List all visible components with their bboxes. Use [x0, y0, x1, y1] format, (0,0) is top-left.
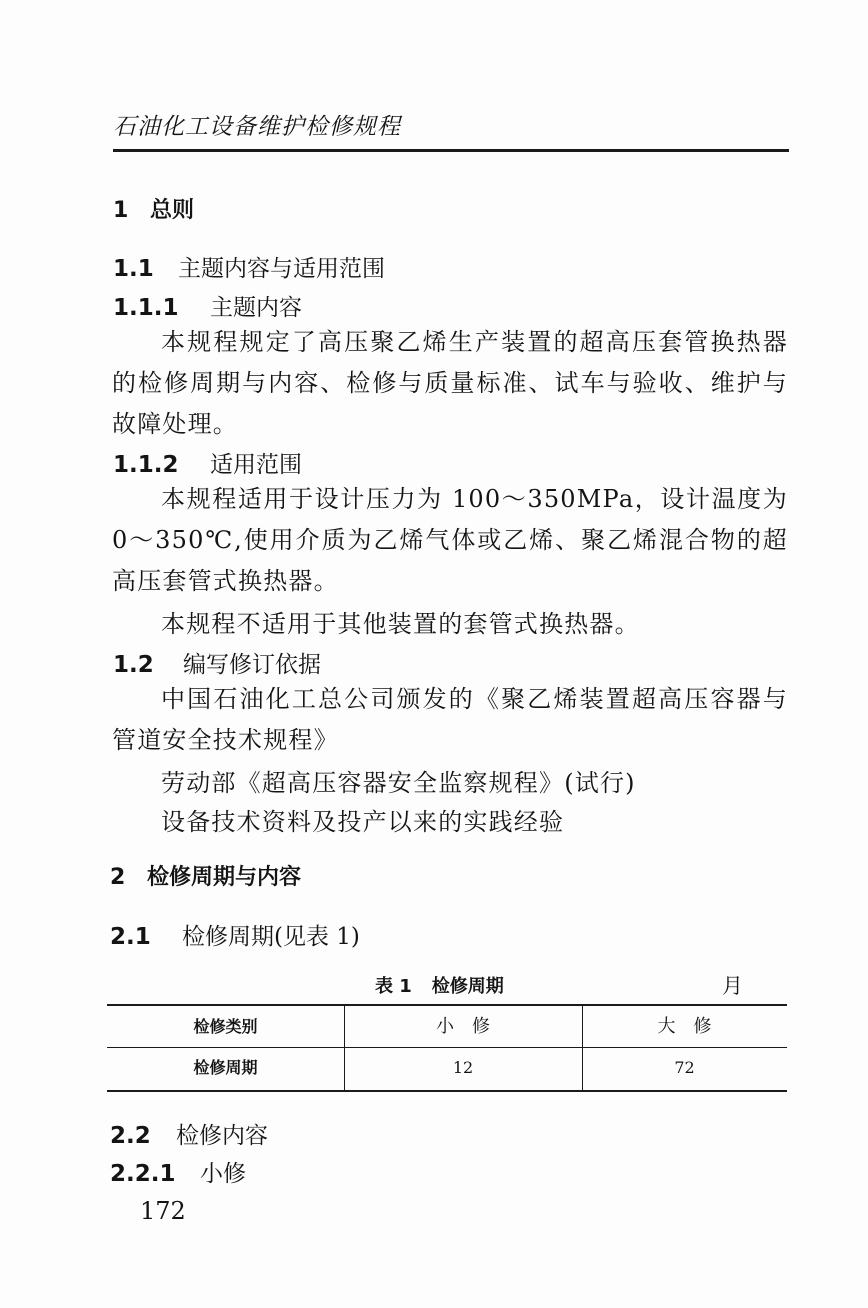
section-title: 主题内容 — [210, 295, 302, 321]
section-title: 检修内容 — [176, 1123, 268, 1149]
paragraph-exclusion: 本规程不适用于其他装置的套管式换热器。 — [161, 610, 640, 638]
reference-3: 设备技术资料及投产以来的实践经验 — [161, 808, 565, 836]
maintenance-cycle-table — [107, 1004, 787, 1092]
running-head: 石油化工设备维护检修规程 — [113, 114, 401, 140]
table-header-cell: 大 修 — [657, 1016, 712, 1037]
table-label: 表 1 — [375, 976, 412, 997]
section-title: 主题内容与适用范围 — [178, 256, 385, 282]
table-header-row — [107, 1006, 787, 1048]
section-1-heading — [113, 193, 194, 224]
section-number: 1.1.1 — [113, 295, 179, 321]
section-title: 检修周期与内容 — [147, 865, 302, 890]
section-number: 1.1 — [113, 256, 154, 282]
section-number: 2 — [110, 865, 126, 890]
paragraph-applicability: 本规程适用于设计压力为 100～350MPa，设计温度为 0～350℃,使用介质为乙烯气体或乙烯、聚乙烯混合物的超高压套管式换热器。 — [112, 485, 788, 595]
table-cell: 72 — [674, 1058, 695, 1077]
table-row — [107, 1047, 787, 1088]
page-number: 172 — [140, 1197, 186, 1225]
header-rule — [113, 149, 789, 152]
section-2-heading — [110, 860, 301, 891]
table-divider — [582, 1006, 583, 1090]
section-title: 总则 — [150, 198, 195, 223]
section-2-2-1-heading — [110, 1155, 246, 1188]
table-header-cell: 检修类别 — [193, 1017, 258, 1036]
section-2-1-heading — [110, 918, 360, 951]
section-title: 检修周期(见表 1) — [182, 924, 360, 950]
section-1-1-2-heading — [113, 446, 302, 479]
section-1-1-1-heading — [113, 289, 302, 322]
section-1-1-heading — [113, 250, 385, 283]
table-cell: 12 — [452, 1058, 474, 1077]
reference-1: 中国石油化工总公司颁发的《聚乙烯装置超高压容器与管道安全技术规程》 — [112, 685, 788, 754]
section-number: 1.2 — [113, 652, 154, 678]
section-title: 小修 — [200, 1161, 246, 1187]
section-number: 2.1 — [110, 924, 151, 950]
table-divider — [344, 1006, 345, 1090]
table-header-cell: 小 修 — [436, 1016, 490, 1037]
section-number: 2.2.1 — [110, 1161, 176, 1187]
section-number: 1.1.2 — [113, 452, 179, 478]
table-caption — [375, 972, 504, 998]
section-2-2-heading — [110, 1117, 268, 1150]
section-number: 2.2 — [110, 1123, 151, 1149]
table-row-label: 检修周期 — [193, 1058, 258, 1077]
paragraph-scope: 本规程规定了高压聚乙烯生产装置的超高压套管换热器的检修周期与内容、检修与质量标准、试车与验收、维护与故障处理。 — [112, 328, 788, 438]
section-1-2-heading — [113, 646, 321, 679]
section-title: 适用范围 — [210, 452, 302, 478]
section-number: 1 — [113, 198, 129, 223]
reference-2: 劳动部《超高压容器安全监察规程》(试行) — [161, 769, 636, 797]
section-title: 编写修订依据 — [183, 652, 321, 678]
table-unit: 月 — [722, 974, 743, 998]
table-title: 检修周期 — [431, 976, 504, 997]
